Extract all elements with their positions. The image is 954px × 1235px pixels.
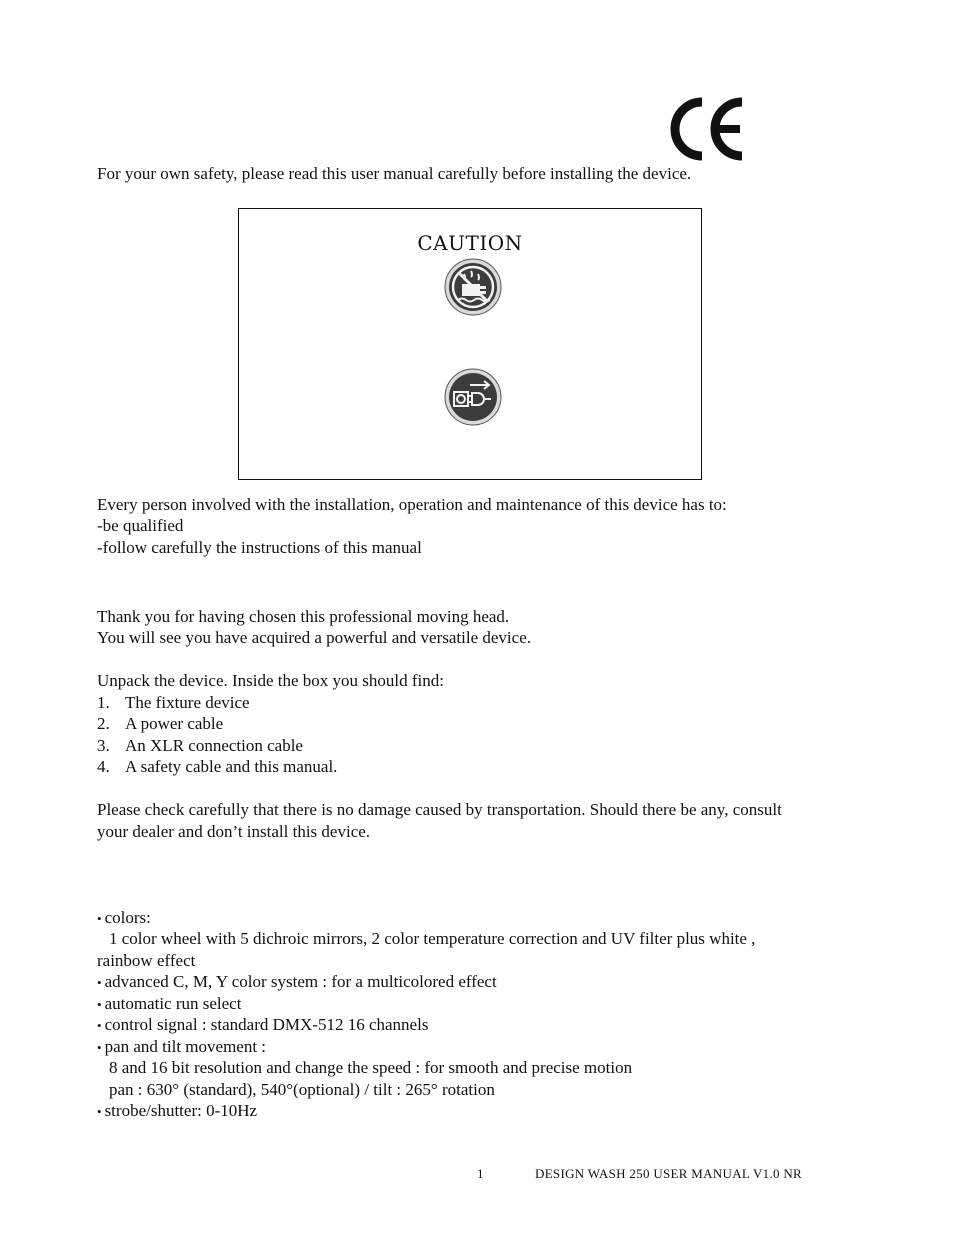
bullet-icon: • — [97, 975, 102, 990]
check-line: Please check carefully that there is no damage caused by transportation. Should there be any, consult — [97, 800, 782, 819]
bullet-icon: • — [97, 997, 102, 1012]
feature-cmy: • advanced C, M, Y color system : for a multicolored effect — [97, 972, 497, 991]
list-number: 3. — [97, 736, 110, 755]
list-number: 1. — [97, 693, 110, 712]
list-item: A safety cable and this manual. — [125, 757, 338, 776]
bullet-icon: • — [97, 1018, 102, 1033]
unplug-before-service-icon — [444, 368, 502, 426]
feature-auto: • automatic run select — [97, 994, 242, 1013]
check-line: your dealer and don’t install this device. — [97, 822, 371, 841]
feature-control: • control signal : standard DMX-512 16 channels — [97, 1015, 429, 1034]
intro-text: For your own safety, please read this user manual carefully before installing the device. — [97, 164, 692, 183]
list-item: An XLR connection cable — [125, 736, 303, 755]
unpack-lead: Unpack the device. Inside the box you should find: — [97, 671, 445, 690]
bullet-icon: • — [97, 1104, 102, 1119]
feature-detail: rainbow effect — [97, 951, 196, 970]
feature-colors: • colors: — [97, 908, 151, 927]
bullet-icon: • — [97, 1040, 102, 1055]
list-number: 2. — [97, 714, 110, 733]
list-item: The fixture device — [125, 693, 250, 712]
requirement-item: -be qualified — [97, 516, 184, 535]
thanks-line: You will see you have acquired a powerful and versatile device. — [97, 628, 531, 647]
page-number: 1 — [477, 1166, 484, 1181]
feature-detail: 1 color wheel with 5 dichroic mirrors, 2 color temperature correction and UV filter plus white , — [109, 929, 756, 948]
feature-pantilt: • pan and tilt movement : — [97, 1037, 267, 1056]
bullet-icon: • — [97, 911, 102, 926]
feature-strobe: • strobe/shutter: 0-10Hz — [97, 1101, 258, 1120]
feature-detail: 8 and 16 bit resolution and change the speed : for smooth and precise motion — [109, 1058, 633, 1077]
requirement-item: -follow carefully the instructions of this manual — [97, 538, 422, 557]
footer-title: DESIGN WASH 250 USER MANUAL V1.0 NR — [535, 1166, 803, 1181]
list-item: A power cable — [125, 714, 224, 733]
requirements-lead: Every person involved with the installation, operation and maintenance of this device has to: — [97, 495, 727, 514]
keep-dry-icon — [444, 258, 502, 316]
ce-mark-icon — [668, 96, 748, 162]
caution-box — [238, 208, 702, 480]
feature-detail: pan : 630° (standard), 540°(optional) / tilt : 265° rotation — [109, 1080, 495, 1099]
thanks-line: Thank you for having chosen this professional moving head. — [97, 607, 510, 626]
list-number: 4. — [97, 757, 110, 776]
caution-title: CAUTION — [417, 231, 523, 255]
